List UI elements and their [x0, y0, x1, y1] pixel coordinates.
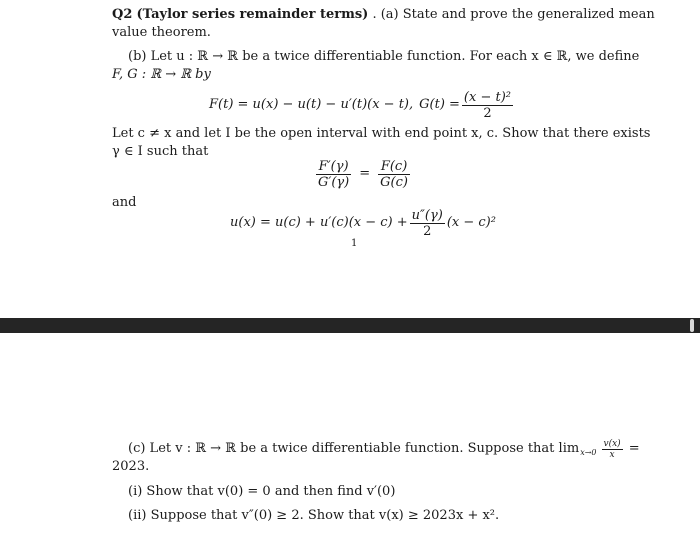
item-ii: (ii) Suppose that v″(0) ≥ 2. Show that v(x) ≥ 2023x + x². [128, 508, 500, 523]
def-G-fraction [462, 90, 513, 121]
question-title: (Taylor series remainder terms) [136, 7, 369, 22]
ratio-lhs-denominator: G′(γ) [318, 174, 350, 190]
ratio-equals: = [359, 166, 371, 181]
scrollbar-handle[interactable] [690, 319, 694, 332]
definition-equation [209, 88, 515, 122]
part-c-text: (c) Let v : ℝ → ℝ be a twice differentiable function. Suppose that lim [128, 441, 580, 456]
part-a-text: State and prove the generalized mean [402, 7, 655, 22]
def-G-numerator: (x − t)² [463, 89, 511, 105]
part-b-intro: (b) Let u : ℝ → ℝ be a twice differentiable function. For each x ∈ ℝ, we define [128, 49, 640, 64]
lim-fraction [602, 439, 623, 460]
page-number: 1 [351, 238, 358, 249]
part-a-text-line2: value theorem. [112, 25, 211, 40]
lim-value: 2023. [112, 459, 150, 474]
let-c-sentence: Let c ≠ x and let I be the open interval with end point x, c. Show that there exists [112, 126, 651, 141]
item-i: (i) Show that v(0) = 0 and then find v′(0) [128, 484, 396, 499]
part-a-label: (a) [380, 7, 399, 22]
ratio-rhs-denominator: G(c) [380, 174, 408, 190]
ratio-equation [314, 156, 412, 192]
taylor-equation [230, 205, 496, 241]
part-c-sentence [128, 436, 640, 462]
question-heading [112, 7, 655, 23]
taylor-tail: (x − c)² [446, 215, 496, 230]
ratio-rhs-fraction [378, 159, 410, 190]
ratio-rhs-numerator: F(c) [378, 159, 410, 175]
question-separator: . [368, 7, 381, 22]
lim-numerator: v(x) [603, 438, 621, 449]
lim-denominator: x [609, 449, 615, 460]
def-F: F(t) = u(x) − u(t) − u′(t)(x − t), [209, 97, 414, 112]
ratio-lhs-fraction [316, 159, 351, 190]
taylor-denominator: 2 [423, 223, 432, 239]
taylor-numerator: u″(γ) [411, 207, 443, 223]
gamma-sentence: γ ∈ I such that [112, 144, 209, 159]
lim-subscript: x→0 [580, 448, 597, 457]
taylor-lhs: u(x) = u(c) + u′(c)(x − c) + [230, 215, 408, 230]
def-G: G(t) = [419, 97, 460, 112]
ratio-lhs-numerator: F′(γ) [316, 159, 351, 175]
lim-equals: = [628, 441, 640, 456]
and-word: and [112, 195, 137, 210]
taylor-fraction [410, 208, 445, 239]
question-label: Q2 [112, 7, 133, 22]
document-page-2 [0, 333, 700, 548]
part-b-intro-line2: F, G : ℝ → ℝ by [112, 67, 211, 82]
page-divider-bar [0, 318, 700, 333]
def-G-denominator: 2 [483, 105, 492, 121]
